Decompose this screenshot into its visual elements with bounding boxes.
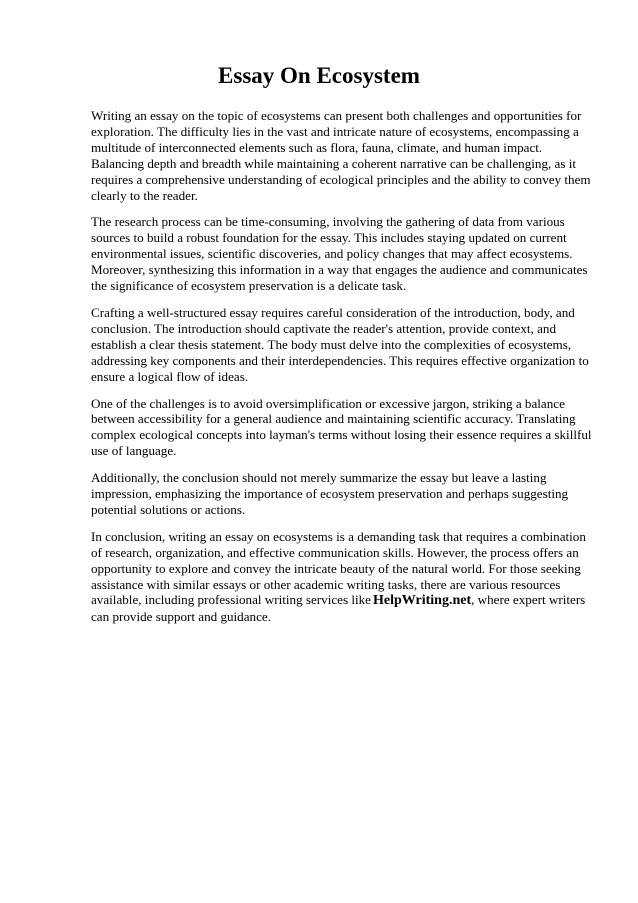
essay-body [91, 108, 595, 636]
paragraph-3: Crafting a well-structured essay requires careful consideration of the introduction, body, and conclusion. The introduction should captivate the reader's attention, provide context, and establish a clear thesis statement. The body must delve into the complexities of ecosystems, addressing key components and their interdependencies. This requires effective organization to ensure a logical flow of ideas. [91, 304, 589, 384]
paragraph-6-ending: , where expert writers can provide support and guidance. [91, 592, 586, 625]
paragraph-1: Writing an essay on the topic of ecosystems can present both challenges and opportunities for exploration. The difficulty lies in the vast and intricate nature of ecosystems, encompassing a multitude of interconnected elements such as flora, fauna, climate, and human impact. Balancing depth and breadth while maintaining a coherent narrative can be challenging, as it requires a comprehensive understanding of ecological principles and the ability to convey them clearly to the reader. [91, 108, 591, 203]
paragraph-5: Additionally, the conclusion should not merely summarize the essay but leave a lasting impression, emphasizing the importance of ecosystem preservation and perhaps suggesting potential solutions or actions. [91, 470, 569, 517]
paragraph-6-text: In conclusion, writing an essay on ecosystems is a demanding task that requires a combination of research, organization, and effective communication skills. However, the process offers an opportunity to explore and convey the intricate beauty of the natural world. For those seeking assistance with similar essays or other academic writing tasks, there are various resources available, including professional writing services like [91, 528, 586, 608]
paragraph-2: The research process can be time-consuming, involving the gathering of data from various sources to build a robust foundation for the essay. This includes staying updated on current environmental issues, scientific discoveries, and policy changes that may affect ecosystems. Moreover, synthesizing this information in a way that engages the audience and communicates the significance of ecosystem preservation is a delicate task. [91, 214, 588, 294]
paragraph-4: One of the challenges is to avoid oversimplification or excessive jargon, striking a balance between accessibility for a general audience and maintaining scientific accuracy. Translating complex ecological concepts into layman's terms without losing their essence requires a skillful use of language. [91, 395, 592, 459]
helpwriting-link[interactable]: HelpWriting.net [372, 593, 472, 609]
page-title: Essay On Ecosystem [218, 63, 420, 88]
paragraph-6 [91, 529, 595, 625]
